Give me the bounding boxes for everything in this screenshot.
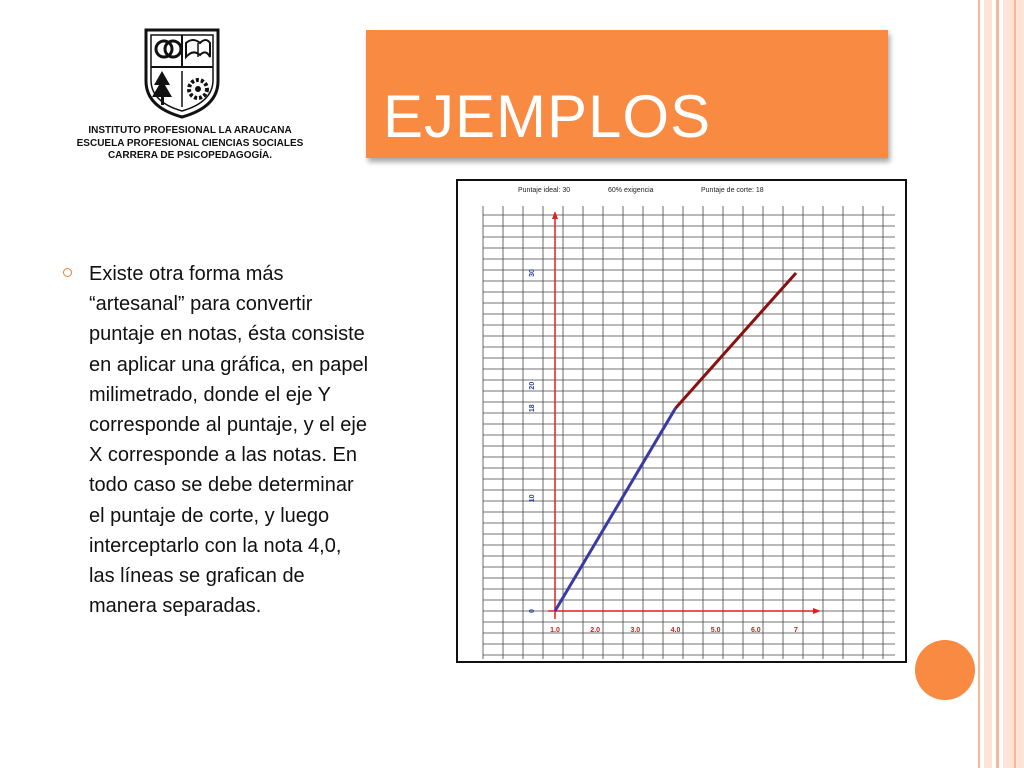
body-line: manera separadas. bbox=[89, 595, 262, 618]
institution-line: INSTITUTO PROFESIONAL LA ARAUCANA bbox=[88, 125, 292, 136]
body-line: las líneas se grafican de bbox=[89, 565, 305, 588]
institution-line: ESCUELA PROFESIONAL CIENCIAS SOCIALES bbox=[76, 137, 304, 149]
x-tick-label: 7 bbox=[794, 627, 798, 634]
x-tick-label: 3.0 bbox=[630, 627, 641, 634]
score-grade-chart bbox=[458, 181, 905, 661]
body-line: interceptarlo con la nota 4,0, bbox=[89, 534, 342, 557]
header-exigencia: 60% exigencia bbox=[608, 187, 654, 194]
y-tick-label: 0 bbox=[529, 609, 536, 613]
x-tick-label: 5.0 bbox=[710, 627, 721, 634]
decorative-circle bbox=[915, 640, 975, 700]
body-line: en aplicar una gráfica, en papel bbox=[89, 353, 369, 376]
body-line: “artesanal” para convertir bbox=[89, 293, 313, 316]
chart-grid bbox=[483, 206, 895, 659]
institution-logo bbox=[140, 27, 224, 119]
institution-line: CARRERA DE PSICOPEDAGOGÍA. bbox=[107, 150, 273, 161]
series-line bbox=[676, 273, 797, 408]
y-tick-label: 10 bbox=[529, 494, 536, 503]
chart-labels bbox=[529, 269, 798, 634]
body-line: el puntaje de corte, y luego bbox=[89, 504, 330, 527]
body-line: todo caso se debe determinar bbox=[89, 474, 354, 497]
shield-logo-icon bbox=[140, 27, 224, 119]
slide-title: EJEMPLOS bbox=[383, 83, 712, 150]
x-tick-label: 6.0 bbox=[750, 627, 761, 634]
chart-series bbox=[555, 273, 796, 611]
series-line bbox=[555, 408, 676, 611]
y-tick-label: 30 bbox=[529, 269, 536, 277]
y-tick-label: 18 bbox=[529, 404, 536, 413]
x-tick-label: 4.0 bbox=[670, 627, 681, 634]
bullet-circle-icon bbox=[63, 268, 72, 277]
x-axis-arrow bbox=[813, 608, 821, 614]
body-line: corresponde al puntaje, y el eje bbox=[89, 414, 367, 437]
body-line: Existe otra forma más bbox=[89, 263, 284, 285]
x-tick-label: 1.0 bbox=[550, 627, 560, 634]
x-tick-label: 2.0 bbox=[590, 627, 601, 634]
chart-axes bbox=[548, 211, 821, 619]
header-ideal: Puntaje ideal: 30 bbox=[518, 187, 571, 194]
y-tick-label: 20 bbox=[529, 381, 536, 390]
body-line: X corresponde a las notas. En bbox=[89, 444, 357, 467]
chart-frame bbox=[456, 179, 907, 663]
institution-name bbox=[40, 125, 340, 163]
body-paragraph bbox=[89, 259, 449, 621]
header-corte: Puntaje de corte: 18 bbox=[701, 187, 764, 194]
body-line: puntaje en notas, ésta consiste bbox=[89, 323, 365, 346]
title-banner bbox=[366, 30, 888, 158]
body-line: milimetrado, donde el eje Y bbox=[89, 383, 331, 406]
